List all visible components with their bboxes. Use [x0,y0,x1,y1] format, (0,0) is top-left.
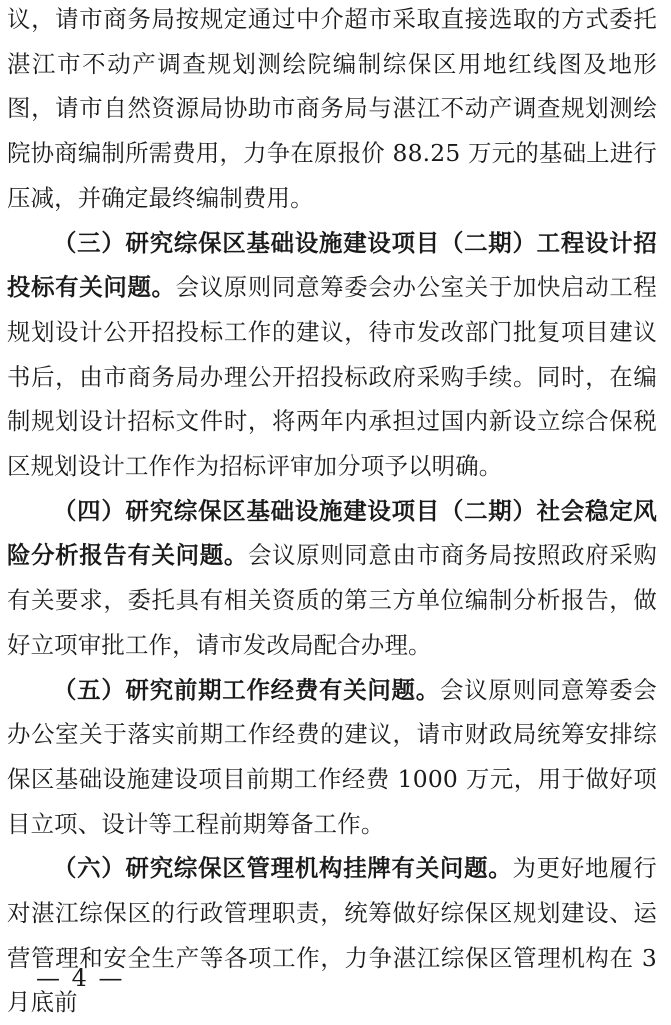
paragraph-heading: （四）研究综保区基础设施建设项目（二期）社会稳定风险分析报告有关问题。 [7,496,657,570]
paragraph-item-6 [7,846,657,1025]
paragraph-item-3 [7,221,657,489]
paragraph-item-4 [7,489,657,668]
paragraph-body: 会议原则同意筹委会办公室关于加快启动工程规划设计公开招投标工作的建议，待市发改部门批复项目建议书后，由市商务局办理公开招投标政府采购手续。同时，在编制规划设计招标文件时，将两年内承担过国内新设立综合保税区规划设计工作作为招标评审加分项予以明确。 [7,273,658,481]
paragraph-continuation [7,0,657,221]
paragraph-heading: （五）研究前期工作经费有关问题。 [53,675,440,704]
paragraph-body: 为更好地履行对湛江综保区的行政管理职责，统筹做好综保区规划建设、运营管理和安全生产等各项工作，力争湛江综保区管理机构在 3 月底前 [7,854,657,1017]
paragraph-body: 会议原则同意由市商务局按照政府采购有关要求，委托具有相关资质的第三方单位编制分析报告，做好立项审批工作，请市发改局配合办理。 [7,541,658,659]
paragraph-item-5 [7,668,657,847]
paragraph-body: 议，请市商务局按规定通过中介超市采取直接选取的方式委托湛江市不动产调查规划测绘院编制综保区用地红线图及地形图，请市自然资源局协助市商务局与湛江不动产调查规划测绘院协商编制所需费用，力争在原报价 88.25 万元的基础上进行压减，并确定最终编制费用。 [7,5,657,212]
paragraph-heading: （六）研究综保区管理机构挂牌有关问题。 [53,854,513,883]
page-number: — 4 — [36,964,125,992]
paragraph-heading: （三）研究综保区基础设施建设项目（二期）工程设计招投标有关问题。 [7,228,657,302]
paragraph-body: 会议原则同意筹委会办公室关于落实前期工作经费的建议，请市财政局统筹安排综保区基础设施建设项目前期工作经费 1000 万元，用于做好项目立项、设计等工程前期筹备工作。 [7,675,657,838]
document-page [7,0,657,1025]
